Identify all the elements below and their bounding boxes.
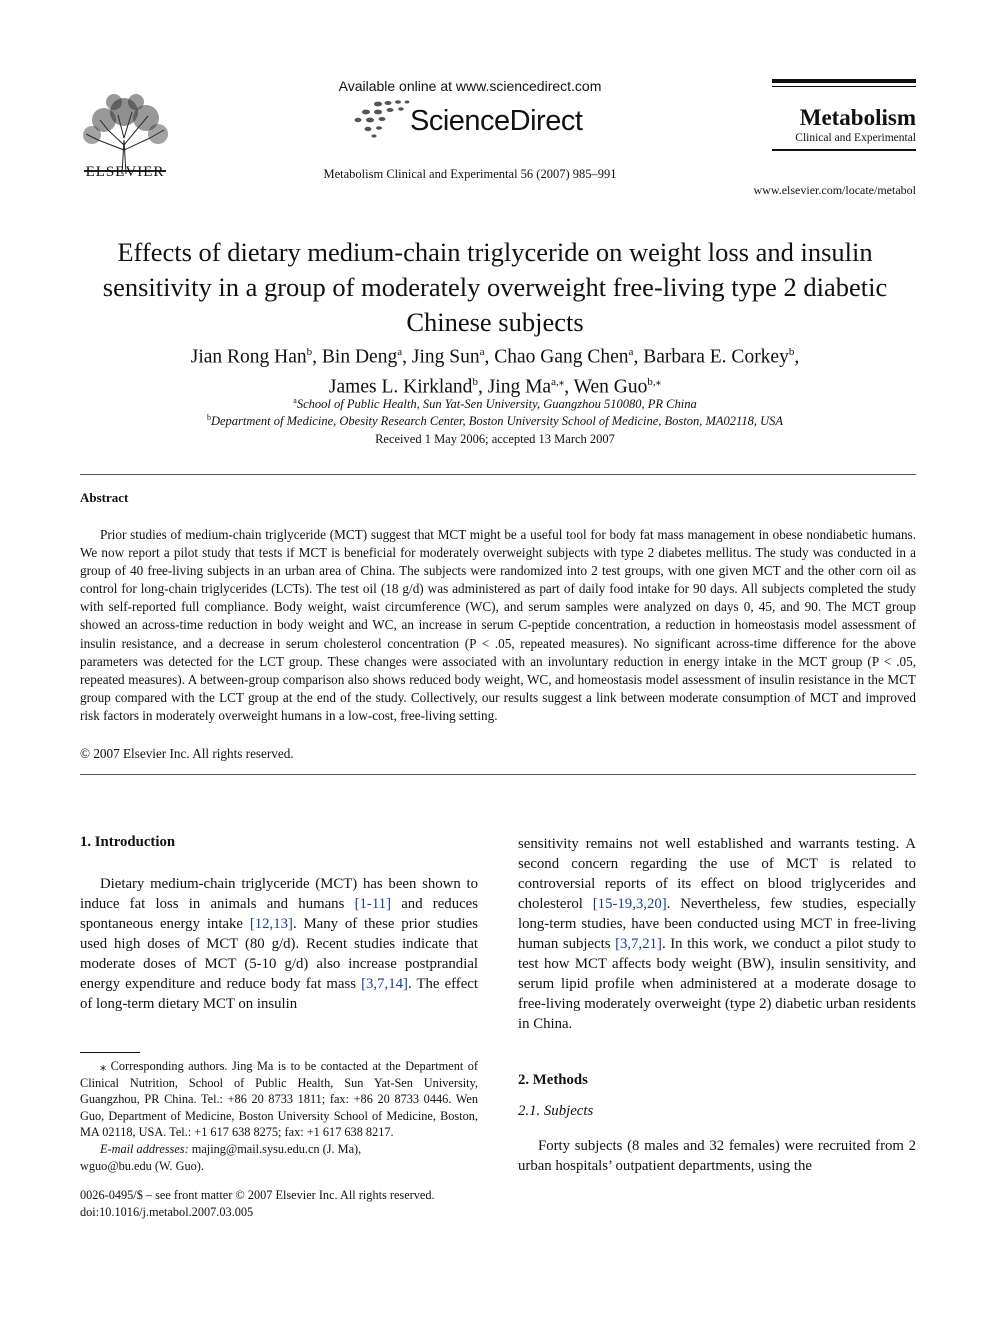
affiliation-marker: a xyxy=(293,396,297,405)
introduction-heading: 1. Introduction xyxy=(80,834,176,850)
introduction-paragraph xyxy=(80,874,478,1014)
affiliation-a xyxy=(80,396,910,412)
email-link-ma[interactable]: majing@mail.sysu.edu.cn (J. Ma), xyxy=(191,1142,362,1156)
citation-link[interactable]: [3,7,21] xyxy=(615,936,662,952)
front-matter-line: 0026-0495/$ – see front matter © 2007 Elsevier Inc. All rights reserved. xyxy=(80,1188,435,1202)
affiliation-text: School of Public Health, Sun Yat-Sen University, Guangzhou 510080, PR China xyxy=(296,397,697,412)
author-affiliation-marker[interactable]: a,⁎ xyxy=(551,375,565,388)
author-affiliation-marker[interactable]: b,⁎ xyxy=(647,375,662,388)
author-name: Bin Deng xyxy=(321,346,398,368)
author-name: James L. Kirkland xyxy=(328,376,473,397)
paragraph-text: and reduces spontaneous energy intake xyxy=(80,896,478,932)
affiliation-b xyxy=(80,413,910,429)
paragraph-text: Dietary medium-chain triglyceride (MCT) has been shown to induce fat loss in animals and humans xyxy=(80,876,478,912)
author-affiliation-marker[interactable]: a xyxy=(628,346,634,358)
received-dates: Received 1 May 2006; accepted 13 March 2007 xyxy=(375,432,615,446)
author-name: Jing Sun xyxy=(411,346,480,368)
author-affiliation-marker[interactable]: b xyxy=(472,375,478,388)
paragraph-text: . Nevertheless, few studies, especially long-term studies, have been conducted using MCT in free-living human subjects xyxy=(518,896,916,952)
abstract-heading: Abstract xyxy=(80,490,129,505)
author-affiliation-marker[interactable]: a xyxy=(479,346,485,358)
affiliation-marker: b xyxy=(206,413,211,422)
paragraph-text: sensitivity remains not well established and warrants testing. A second concern regarding the use of MCT is related to controversial reports of its effect on blood triglycerides and cholesterol xyxy=(518,836,916,912)
subjects-paragraph: Forty subjects (8 males and 32 females) were recruited from 2 urban hospitals’ outpatient departments, using the xyxy=(518,1138,916,1174)
author-affiliation-marker[interactable]: b xyxy=(306,346,313,358)
author-affiliation-marker[interactable]: a xyxy=(397,346,403,358)
sciencedirect-wordmark[interactable]: ScienceDirect xyxy=(410,105,583,137)
author-name: Jian Rong Han xyxy=(190,346,307,368)
email-link-guo[interactable]: wguo@bu.edu (W. Guo). xyxy=(80,1158,204,1173)
journal-rule-bottom xyxy=(772,149,916,151)
citation-link[interactable]: [1-11] xyxy=(354,896,391,912)
author-name: Barbara E. Corkey xyxy=(643,346,789,368)
methods-heading: 2. Methods xyxy=(518,1072,588,1088)
available-online-text[interactable]: Available online at www.sciencedirect.com xyxy=(338,78,602,94)
abstract-rule-top xyxy=(80,474,916,475)
abstract-rule-bottom xyxy=(80,774,916,775)
journal-url-link[interactable]: www.elsevier.com/locate/metabol xyxy=(753,183,916,197)
affiliation-text: Department of Medicine, Obesity Research Center, Boston University School of Medicine, Boston, MA02118, USA xyxy=(210,414,784,429)
paragraph-text: . In this work, we conduct a pilot study to test how MCT affects body weight (BW), insulin sensitivity, and serum lipid profile when administered at a moderate dosage to free-living moderately overweight (type 2) diabetic urban residents in China. xyxy=(518,936,916,1032)
author-list: Jian Rong Han$^b$, Bin Deng$^a$, Jing Sun$^a$, Chao Gang Chen$^a$, Barbara E. Corkey$^b$, James L. Kirkland$^b$, Jing $Ma^{a,⁎}$, Wen Guo$^{b,⁎}$ xyxy=(190,346,800,397)
introduction-paragraph-continued xyxy=(518,834,916,1034)
subjects-subheading: 2.1. Subjects xyxy=(518,1103,594,1119)
paragraph-text: . Many of these prior studies used high doses of MCT (80 g/d). Recent studies indicate that moderate doses of MCT (5-10 g/d) also increase postprandial energy expenditure and reduce body fat mass xyxy=(80,916,478,992)
citation-link[interactable]: [3,7,14] xyxy=(361,976,408,992)
author-name: Wen Guo xyxy=(573,376,648,397)
journal-subtitle: Clinical and Experimental xyxy=(795,132,916,144)
paragraph-text: . The effect of long-term dietary MCT on insulin xyxy=(80,976,478,1012)
author-name: Jing Ma xyxy=(487,376,552,397)
front-matter xyxy=(80,1187,500,1221)
publisher-name: ELSEVIER xyxy=(85,164,165,180)
author-affiliation-marker[interactable]: b xyxy=(788,346,795,358)
article-title: Effects of dietary medium-chain triglyceride on weight loss and insulin sensitivity in a group of moderately overweight free-living type 2 diabetic Chinese subjects xyxy=(102,237,888,337)
journal-rule-top-thin xyxy=(772,86,916,87)
abstract-body: Prior studies of medium-chain triglyceride (MCT) suggest that MCT might be a useful tool for body fat mass management in obese nondiabetic humans. We now report a pilot study that tests if MCT is beneficial for moderately overweight subjects with type 2 diabetes mellitus. The study was conducted in a group of 40 free-living subjects in an urban area of China. The subjects were randomized into 2 test groups, with one given MCT and the other corn oil as control for long-chain triglycerides (LCTs). The test oil (18 g/d) was administered as part of daily food intake for 90 days. All subjects completed the study with self-reported full compliance. Body weight, waist circumference (WC), and serum samples were analyzed on days 0, 45, and 90. The MCT group showed an across-time reduction in body weight and WC, an increase in serum C-peptide concentration, a reduction in homeostasis model assessment of insulin resistance, and a decrease in serum cholesterol concentration (P < .05, repeated measures). No significant across-time difference for the above parameters was detected for the LCT group. These changes were associated with an involuntary reduction in energy intake in the MCT group (P < .05, repeated measures). A between-group comparison also shows reduced body weight, WC, and homeostasis model assessment of insulin resistance in the MCT group compared with the LCT group at the end of the study. Collectively, our results suggest a link between moderate consumption of MCT and improved risk factors in moderately overweight humans in a low-cost, free-living setting. xyxy=(80,527,916,723)
journal-rule-top xyxy=(772,79,916,83)
citation-link[interactable]: [15-19,3,20] xyxy=(592,896,667,912)
footnote-rule xyxy=(80,1052,140,1053)
journal-title: Metabolism xyxy=(799,105,916,130)
doi-link[interactable]: doi:10.1016/j.metabol.2007.03.005 xyxy=(80,1205,254,1219)
citation-link[interactable]: [12,13] xyxy=(249,916,293,932)
journal-citation: Metabolism Clinical and Experimental 56 (2007) 985–991 xyxy=(323,167,617,181)
author-name: Chao Gang Chen xyxy=(494,346,629,368)
corresponding-author-footnote: ⁎ Corresponding authors. Jing Ma is to be contacted at the Department of Clinical Nutrition, School of Public Health, Sun Yat-Sen University, Guangzhou, PR China. Tel.: +86 20 8733 1811; fax: +86 20 8733 0446. Wen Guo, Department of Medicine, Boston University School of Medicine, Boston, MA 02118, USA. Tel.: +1 617 638 8275; fax: +1 617 638 8217. xyxy=(80,1059,478,1140)
email-label: E-mail addresses: xyxy=(100,1142,189,1156)
abstract-copyright: © 2007 Elsevier Inc. All rights reserved. xyxy=(80,746,294,761)
sciencedirect-dots-icon xyxy=(352,98,412,138)
email-addresses xyxy=(80,1141,478,1174)
